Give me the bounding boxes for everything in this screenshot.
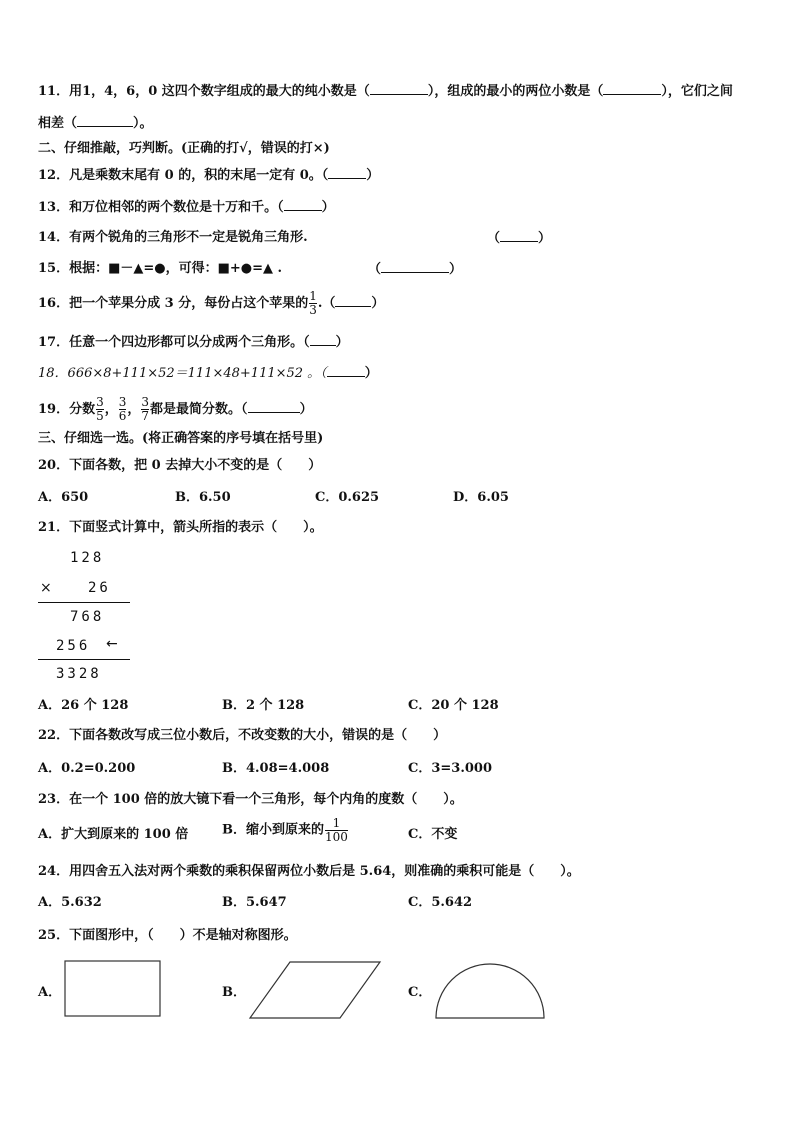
q16-frac-den: 3 [309, 303, 317, 317]
q19 [38, 396, 313, 423]
q17-answer-blank[interactable] [310, 333, 336, 346]
q13-close-paren: ） [321, 200, 335, 215]
frac-den: 6 [118, 409, 127, 423]
q14-answer [487, 229, 551, 248]
q19-fraction-3 [141, 396, 149, 423]
q24-text: 24．用四舍五入法对两个乘数的乘积保留两位小数后是 5.64，则准确的乘积可能是（ ）。 [38, 864, 580, 879]
q11-blank-1[interactable] [370, 82, 428, 95]
rectangle-shape [64, 960, 162, 1018]
q18-answer-blank[interactable] [327, 364, 365, 377]
q15-answer [368, 260, 462, 279]
q11-text-d: 相差（ [38, 116, 78, 131]
q11-blank-3[interactable] [77, 114, 133, 127]
q16-answer-blank[interactable] [335, 294, 371, 307]
q21-vertical-multiplication [38, 548, 138, 688]
q18-text: 18．666×8+111×52＝111×48+111×52 。（ [38, 366, 327, 381]
section-2-heading: 二、仔细推敲，巧判断。(正确的打√，错误的打×) [38, 141, 330, 156]
q11-text-a: 11．用1，4，6，0 这四个数字组成的最大的纯小数是（ [38, 84, 370, 99]
q16 [38, 290, 384, 317]
q15-open-paren: （ [368, 262, 382, 277]
q20-option-c[interactable]: C．0.625 [315, 490, 380, 505]
q12 [38, 166, 379, 185]
q23-option-b[interactable] [222, 817, 349, 844]
q23-option-a[interactable]: A．扩大到原来的 100 倍 [38, 827, 189, 842]
q12-answer-blank[interactable] [328, 166, 366, 179]
q16-text: 16．把一个苹果分成 3 分，每份占这个苹果的 [38, 296, 309, 311]
vertical-top-number: 128 [70, 550, 105, 566]
q19-fraction-2 [119, 396, 127, 423]
frac-den: 5 [96, 409, 104, 423]
q16-fraction [309, 290, 317, 317]
q25-option-a[interactable]: A． [38, 985, 62, 1000]
q11-text-b: ），组成的最小的两位小数是（ [427, 84, 604, 99]
frac-num: 3 [96, 395, 104, 409]
q16-text-b: .（ [317, 296, 336, 311]
vertical-result: 3328 [56, 666, 102, 682]
q19-text-b: 都是最简分数。（ [150, 402, 248, 417]
q21-option-b[interactable]: B．2 个 128 [222, 698, 305, 713]
q11-blank-2[interactable] [603, 82, 661, 95]
q21-option-a[interactable]: A．26 个 128 [38, 698, 129, 713]
times-sign: × [40, 580, 55, 596]
q25-option-b[interactable]: B． [222, 985, 246, 1000]
q24-option-b[interactable]: B．5.647 [222, 895, 287, 910]
q17-text: 17．任意一个四边形都可以分成两个三角形。（ [38, 335, 310, 350]
q18 [38, 364, 378, 383]
q12-text: 12．凡是乘数末尾有 0 的，积的末尾一定有 0。（ [38, 168, 329, 183]
q15-text: 15．根据：■－▲=●，可得：■+●=▲ . [38, 261, 283, 276]
q23-text: 23．在一个 100 倍的放大镜下看一个三角形，每个内角的度数（ ）。 [38, 792, 463, 807]
q15 [38, 260, 282, 278]
q12-close-paren: ） [366, 168, 380, 183]
q22-option-c[interactable]: C．3=3.000 [408, 761, 492, 776]
q25-option-c[interactable]: C． [408, 985, 432, 1000]
q13 [38, 198, 335, 217]
comma: ， [104, 402, 118, 417]
comma: ， [127, 402, 141, 417]
q17-close-paren: ） [335, 335, 349, 350]
q18-close-paren: ） [364, 366, 378, 381]
q14 [38, 229, 308, 247]
frac-den: 7 [141, 409, 150, 423]
q24-option-c[interactable]: C．5.642 [408, 895, 473, 910]
q16-frac-num: 1 [309, 289, 317, 303]
q14-answer-blank[interactable] [500, 229, 538, 242]
q20-option-d[interactable]: D．6.05 [453, 490, 509, 505]
q21-option-c[interactable]: C．20 个 128 [408, 698, 499, 713]
q14-open-paren: （ [487, 231, 501, 246]
semicircle-shape [434, 962, 546, 1020]
q20-option-a[interactable]: A．650 [38, 490, 89, 505]
q11-text-c: ），它们之间 [661, 84, 733, 99]
q23-option-c[interactable]: C．不变 [408, 827, 458, 842]
q11-line2 [38, 114, 153, 133]
q14-close-paren: ） [538, 231, 552, 246]
q15-close-paren: ） [449, 262, 463, 277]
q17 [38, 333, 349, 352]
q15-answer-blank[interactable] [381, 260, 449, 273]
q13-text: 13．和万位相邻的两个数位是十万和千。（ [38, 200, 284, 215]
q14-text: 14．有两个锐角的三角形不一定是锐角三角形. [38, 230, 308, 245]
q11-text-e: ）。 [133, 116, 153, 131]
frac-num: 1 [332, 816, 341, 830]
vertical-partial-2: 256 [56, 638, 91, 654]
vertical-rule-1 [38, 602, 130, 603]
q24-option-a[interactable]: A．5.632 [38, 895, 102, 910]
q22-option-a[interactable]: A．0.2=0.200 [38, 761, 136, 776]
q22-text: 22．下面各数改写成三位小数后，不改变数的大小，错误的是（ ） [38, 728, 447, 743]
q13-answer-blank[interactable] [284, 198, 322, 211]
q16-close-paren: ） [371, 296, 385, 311]
q19-answer-blank[interactable] [248, 400, 300, 413]
q19-text: 19．分数 [38, 402, 96, 417]
q23-option-b-text: B．缩小到原来的 [222, 822, 324, 838]
vertical-partial-1: 768 [70, 609, 105, 625]
frac-den: 100 [325, 830, 348, 844]
q20-option-b[interactable]: B．6.50 [175, 490, 231, 505]
q25-text: 25．下面图形中，（ ）不是轴对称图形。 [38, 928, 297, 943]
q22-option-b[interactable]: B．4.08=4.008 [222, 761, 330, 776]
parallelogram-shape [248, 960, 382, 1020]
q21-text: 21．下面竖式计算中，箭头所指的表示（ ）。 [38, 520, 323, 535]
q23-fraction [325, 817, 348, 844]
q19-fraction-1 [96, 396, 104, 423]
q19-close-paren: ） [299, 402, 313, 417]
frac-num: 3 [141, 395, 150, 409]
section-3-heading: 三、仔细选一选。(将正确答案的序号填在括号里) [38, 431, 324, 446]
q20-text: 20．下面各数，把 0 去掉大小不变的是（ ） [38, 458, 322, 473]
vertical-multiplier: 26 [88, 580, 111, 596]
arrow-left-icon: ← [106, 636, 118, 652]
frac-num: 3 [118, 395, 127, 409]
q11-line1 [38, 82, 733, 101]
vertical-rule-2 [38, 659, 130, 660]
